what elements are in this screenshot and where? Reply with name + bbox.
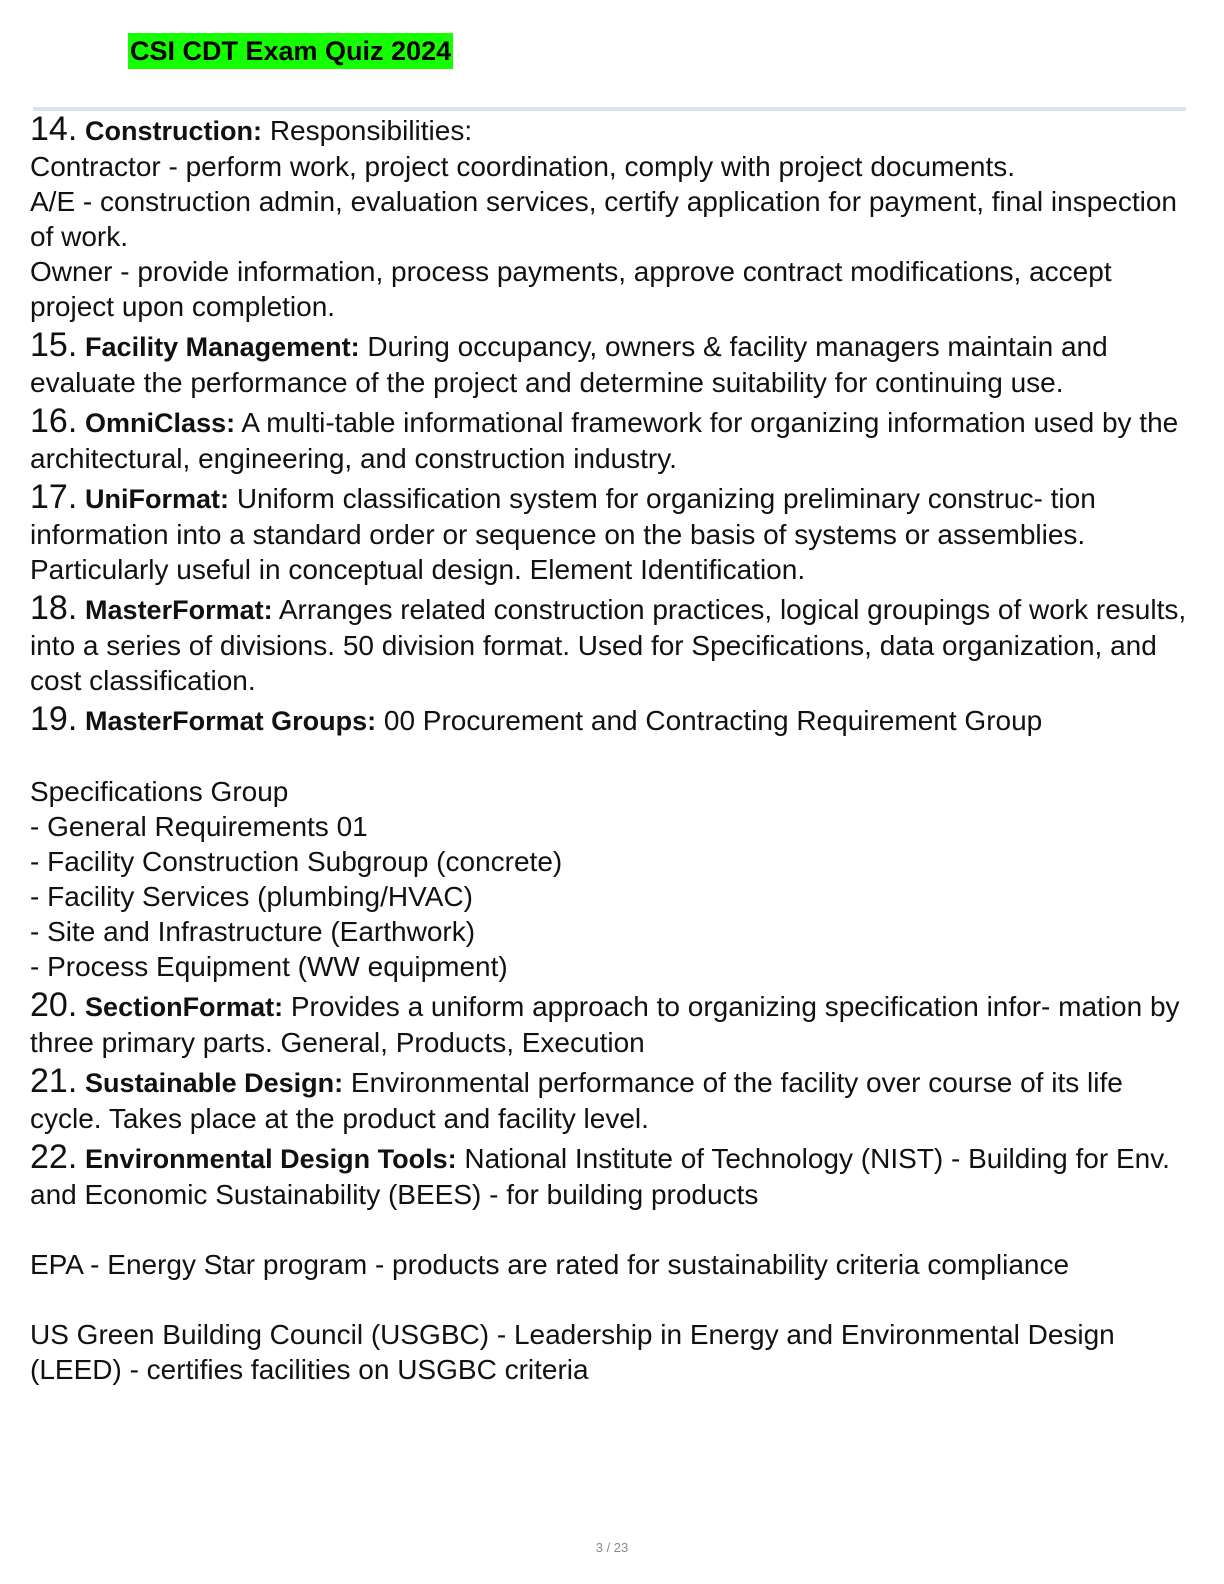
blank-line bbox=[30, 1282, 1190, 1317]
item-definition: Arranges related construction practices, logical groupings of work results, into a series of divisions. 50 division format. Used for Specifications, data organization, and cost classification. bbox=[30, 594, 1187, 696]
item-number: 20. bbox=[30, 986, 78, 1024]
item-text-line bbox=[30, 1140, 1190, 1212]
item-term: MasterFormat: bbox=[85, 595, 273, 625]
item-definition: Provides a uniform approach to organizing specification infor- mation by three primary parts. General, Products, Execution bbox=[30, 991, 1180, 1058]
quiz-item bbox=[30, 404, 1190, 476]
item-text-line: Contractor - perform work, project coordination, comply with project documents. bbox=[30, 151, 1016, 182]
item-definition: During occupancy, owners & facility managers maintain and evaluate the performance of the project and determine suitability for continuing use. bbox=[30, 331, 1108, 398]
item-number: 22. bbox=[30, 1138, 78, 1176]
item-term: SectionFormat: bbox=[85, 992, 284, 1022]
item-text-line: - Facility Construction Subgroup (concrete) bbox=[30, 846, 563, 877]
item-text-line: A/E - construction admin, evaluation services, certify application for payment, final inspection of work. bbox=[30, 186, 1178, 252]
item-term: Sustainable Design: bbox=[85, 1068, 344, 1098]
quiz-item bbox=[30, 1064, 1190, 1136]
item-number: 15. bbox=[30, 326, 78, 364]
page-number: 3 / 23 bbox=[595, 1540, 629, 1555]
item-text-line bbox=[30, 328, 1190, 400]
item-number: 14. bbox=[30, 110, 78, 148]
item-text-line bbox=[30, 702, 1190, 739]
item-definition: Environmental performance of the facility over course of its life cycle. Takes place at the product and facility level. bbox=[30, 1067, 1123, 1134]
item-text-line: - General Requirements 01 bbox=[30, 811, 368, 842]
blank-line bbox=[30, 739, 1190, 774]
item-term: Environmental Design Tools: bbox=[85, 1144, 457, 1174]
item-text-line: EPA - Energy Star program - products are rated for sustainability criteria compliance bbox=[30, 1249, 1070, 1280]
item-text-line bbox=[30, 480, 1190, 587]
item-term: OmniClass: bbox=[85, 408, 236, 438]
quiz-item bbox=[30, 328, 1190, 400]
quiz-item bbox=[30, 480, 1190, 587]
item-number: 18. bbox=[30, 589, 78, 627]
item-text-line bbox=[30, 591, 1190, 698]
item-number: 16. bbox=[30, 402, 78, 440]
quiz-item bbox=[30, 112, 1190, 324]
item-number: 17. bbox=[30, 478, 78, 516]
item-text-line bbox=[30, 1064, 1190, 1136]
item-text-line: US Green Building Council (USGBC) - Leadership in Energy and Environmental Design (LEED) - certifies facilities on USGBC criteria bbox=[30, 1319, 1115, 1385]
item-text-line bbox=[30, 404, 1190, 476]
item-number: 19. bbox=[30, 700, 78, 738]
item-term: Construction: bbox=[85, 116, 263, 146]
item-text-line bbox=[30, 988, 1190, 1060]
header-divider bbox=[33, 107, 1186, 111]
quiz-item bbox=[30, 1140, 1190, 1387]
item-term: Facility Management: bbox=[85, 332, 360, 362]
document-title: CSI CDT Exam Quiz 2024 bbox=[128, 33, 453, 69]
quiz-item bbox=[30, 591, 1190, 698]
item-text-line: Specifications Group bbox=[30, 776, 289, 807]
item-definition: National Institute of Technology (NIST) - Building for Env. and Economic Sustainability (BEES) - for building products bbox=[30, 1143, 1170, 1210]
item-definition: Responsibilities: bbox=[269, 115, 473, 146]
item-term: UniFormat: bbox=[85, 484, 230, 514]
item-text-line bbox=[30, 112, 1190, 149]
quiz-content bbox=[30, 112, 1190, 1391]
quiz-item bbox=[30, 988, 1190, 1060]
item-text-line: - Site and Infrastructure (Earthwork) bbox=[30, 916, 476, 947]
item-term: MasterFormat Groups: bbox=[85, 706, 377, 736]
item-definition: A multi-table informational framework for organizing information used by the architectural, engineering, and construction industry. bbox=[30, 407, 1179, 474]
item-text-line: - Process Equipment (WW equipment) bbox=[30, 951, 508, 982]
item-number: 21. bbox=[30, 1062, 78, 1100]
item-text-line: Owner - provide information, process payments, approve contract modifications, accept project upon completion. bbox=[30, 256, 1112, 322]
item-text-line: - Facility Services (plumbing/HVAC) bbox=[30, 881, 473, 912]
blank-line bbox=[30, 1212, 1190, 1247]
item-definition: 00 Procurement and Contracting Requirement Group bbox=[383, 705, 1043, 736]
item-definition: Uniform classification system for organizing preliminary construc- tion information into a standard order or sequence on the basis of systems or assemblies. Particularly useful in conceptual design. Element Identification. bbox=[30, 483, 1096, 585]
quiz-item bbox=[30, 702, 1190, 984]
